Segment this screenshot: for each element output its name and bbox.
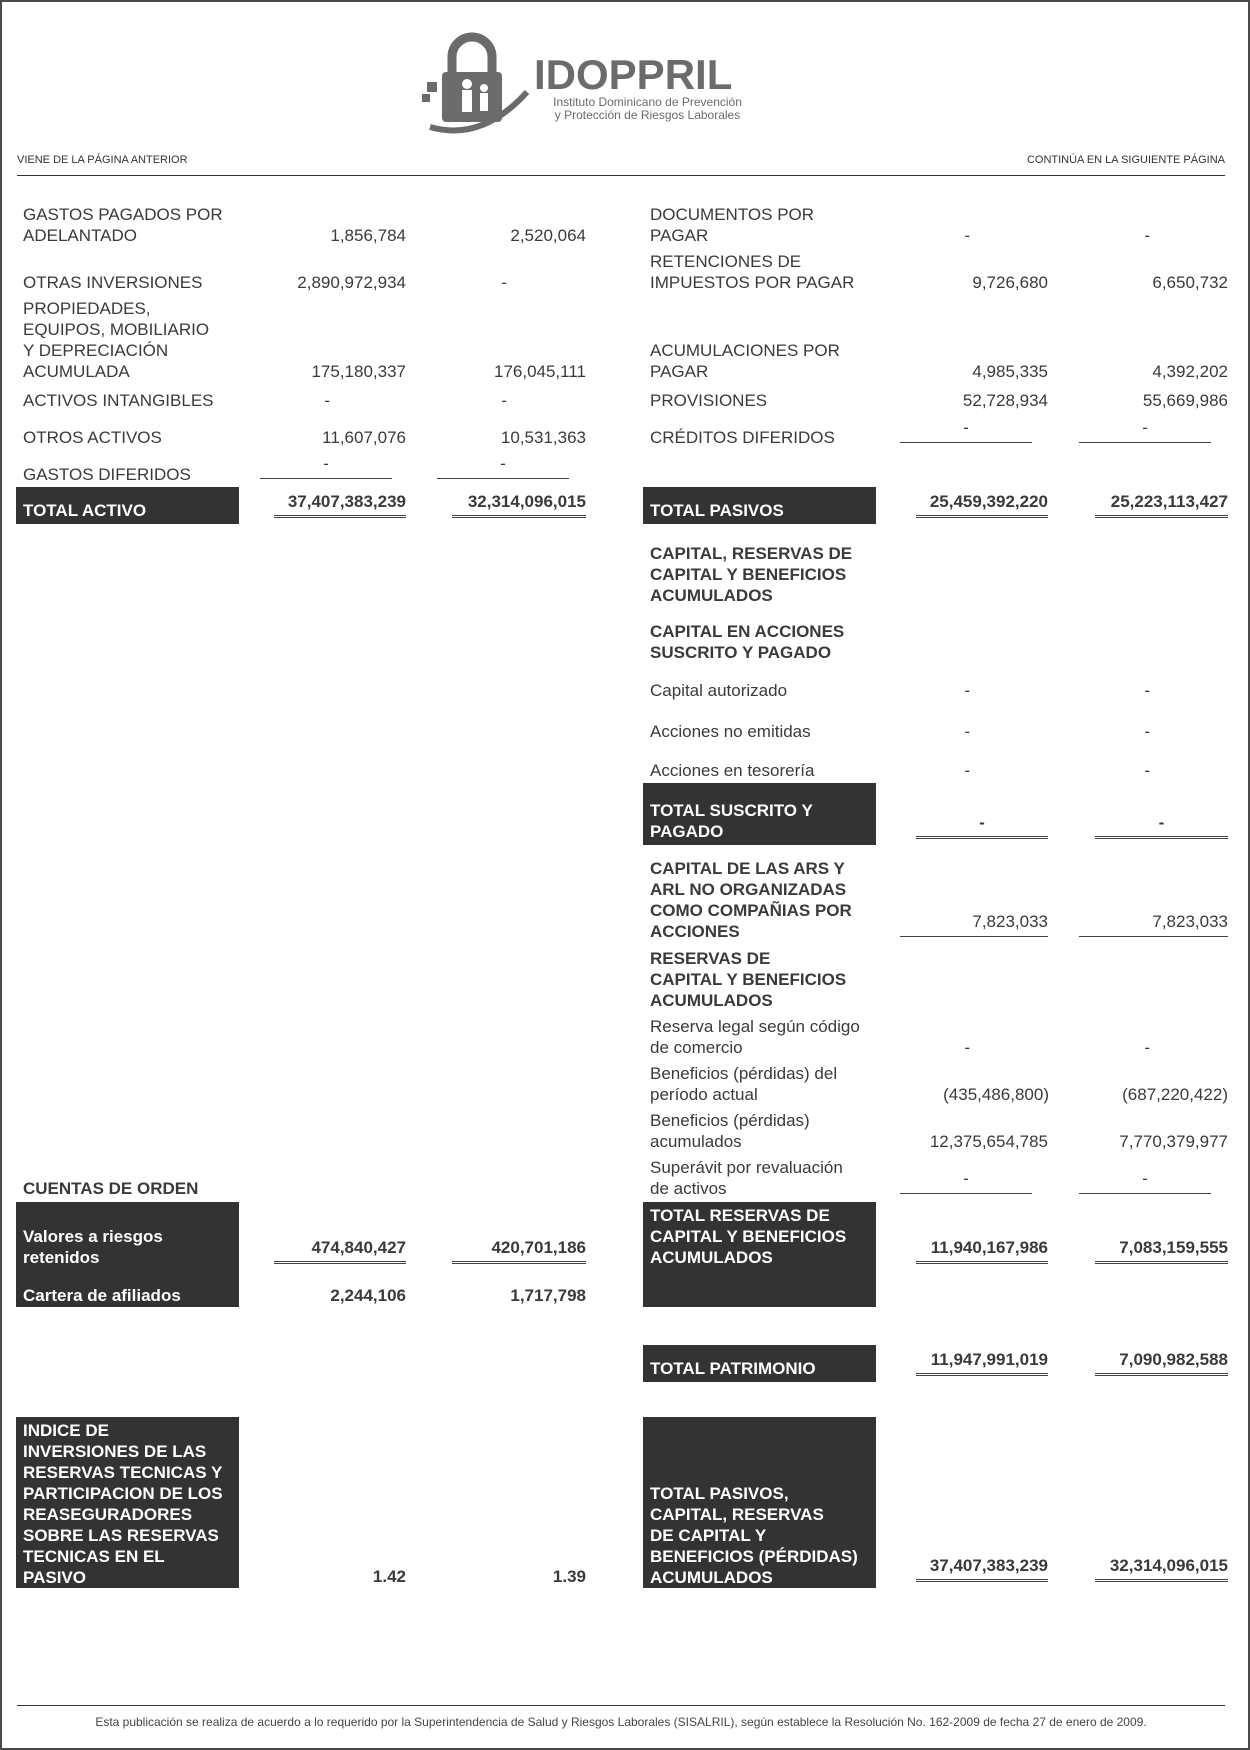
total-suscrito-value: -: [1095, 812, 1228, 839]
row-label: GASTOS PAGADOS POR ADELANTADO: [23, 205, 223, 245]
row-value: 12,375,654,785: [929, 1132, 1048, 1151]
reservas-heading: RESERVAS DE CAPITAL Y BENEFICIOS ACUMULADOS: [650, 949, 847, 1010]
row-value: 175,180,337: [311, 362, 406, 381]
left-page-note: VIENE DE LA PÁGINA ANTERIOR: [17, 154, 188, 166]
indice-box: [16, 1417, 239, 1588]
logo-subtitle-2: y Protección de Riesgos Laborales: [554, 108, 741, 122]
row-value: -: [900, 1168, 1032, 1194]
row-value: 4,985,335: [972, 362, 1048, 381]
row-label: Acciones en tesorería: [650, 761, 815, 780]
row-value: 2,520,064: [510, 226, 586, 245]
capital-acciones-heading: CAPITAL EN ACCIONES SUSCRITO Y PAGADO: [650, 622, 845, 662]
row-value: 176,045,111: [493, 362, 586, 381]
valores-value: 420,701,186: [452, 1237, 586, 1264]
total-suscrito-value: -: [916, 812, 1048, 839]
total-pasivos-value: 25,223,113,427: [1095, 491, 1228, 518]
row-value: -: [964, 761, 970, 780]
row-value: -: [324, 391, 330, 410]
total-activo-value: 37,407,383,239: [274, 491, 406, 518]
total-reservas-bar: [643, 1202, 876, 1307]
row-label: ACUMULACIONES POR PAGAR: [650, 341, 840, 381]
logo: [422, 32, 757, 137]
total-pasivos-bar: [643, 487, 876, 524]
total-suscrito-label: TOTAL SUSCRITO Y PAGADO: [650, 801, 813, 841]
total-final-value: 37,407,383,239: [916, 1555, 1048, 1582]
total-activo-label: TOTAL ACTIVO: [23, 501, 147, 520]
row-value: -: [1144, 1038, 1150, 1057]
total-suscrito-bar: [643, 783, 876, 845]
total-patrimonio-value: 11,947,991,019: [916, 1349, 1048, 1376]
row-label: OTRAS INVERSIONES: [23, 273, 203, 292]
cartera-label: Cartera de afiliados: [23, 1286, 181, 1305]
row-value: 7,770,379,977: [1119, 1132, 1228, 1151]
row-value: 55,669,986: [1142, 391, 1228, 410]
row-label: PROVISIONES: [650, 391, 768, 410]
valores-value: 474,840,427: [274, 1237, 406, 1264]
header-divider: [17, 175, 1225, 176]
row-value: -: [900, 417, 1032, 443]
footer-note: Esta publicación se realiza de acuerdo a lo requerido por la Superintendencia de Salud y Riesgos Laborales (SISALRIL), según establece la Resolución No. 162-2009 de fecha 27 de enero de 2009.: [95, 1715, 1147, 1729]
row-value: 9,726,680: [972, 273, 1048, 292]
row-value: -: [501, 391, 507, 410]
capital-ars-label: CAPITAL DE LAS ARS Y ARL NO ORGANIZADAS COMO COMPAÑIAS POR ACCIONES: [650, 859, 852, 941]
row-value: 52,728,934: [962, 391, 1048, 410]
row-value: -: [1079, 1168, 1211, 1194]
capital-heading: CAPITAL, RESERVAS DE CAPITAL Y BENEFICIOS ACUMULADOS: [650, 544, 853, 605]
total-final-value: 32,314,096,015: [1095, 1555, 1228, 1582]
total-patrimonio-bar: [643, 1345, 876, 1382]
total-pasivos-value: 25,459,392,220: [916, 491, 1048, 518]
row-value: 2,890,972,934: [297, 273, 406, 292]
valores-label: Valores a riesgos retenidos: [23, 1227, 163, 1267]
footer-divider: [17, 1705, 1225, 1706]
row-label: Superávit por revaluación de activos: [650, 1158, 843, 1198]
right-page-note: CONTINÚA EN LA SIGUIENTE PÁGINA: [1026, 154, 1225, 166]
row-value: -: [260, 453, 392, 479]
total-activo-bar: [16, 487, 239, 524]
row-value: -: [1144, 681, 1150, 700]
total-reservas-label: TOTAL RESERVAS DE CAPITAL Y BENEFICIOS ACUMULADOS: [650, 1206, 847, 1267]
row-label: Acciones no emitidas: [650, 722, 811, 741]
total-activo-value: 32,314,096,015: [452, 491, 586, 518]
row-value: -: [964, 681, 970, 700]
total-reservas-value: 7,083,159,555: [1095, 1237, 1228, 1264]
row-value: -: [964, 226, 970, 245]
row-label: CRÉDITOS DIFERIDOS: [650, 428, 835, 447]
row-value: 4,392,202: [1152, 362, 1228, 381]
row-value: -: [964, 722, 970, 741]
row-value: -: [1144, 722, 1150, 741]
row-label: OTROS ACTIVOS: [23, 428, 162, 447]
row-value: -: [437, 453, 569, 479]
logo-name: IDOPPRIL: [534, 51, 733, 98]
row-value: 10,531,363: [500, 428, 586, 447]
logo-emblem-icon: [422, 32, 532, 137]
row-value: (687,220,422): [1122, 1085, 1228, 1104]
row-label: Beneficios (pérdidas) del período actual: [650, 1064, 838, 1104]
cartera-value: 1,717,798: [510, 1286, 586, 1305]
indice-label: INDICE DE INVERSIONES DE LAS RESERVAS TECNICAS Y PARTICIPACION DE LOS REASEGURADORES SOBRE LAS RESERVAS TECNICAS EN EL PASIVO: [23, 1421, 223, 1587]
row-label: Capital autorizado: [650, 681, 788, 700]
row-value: 11,607,076: [322, 428, 406, 447]
logo-subtitle-1: Instituto Dominicano de Prevención: [553, 95, 742, 109]
indice-value: 1.42: [372, 1567, 406, 1586]
row-value: -: [964, 1038, 970, 1057]
capital-ars-value: 7,823,033: [900, 911, 1048, 937]
total-final-label: TOTAL PASIVOS, CAPITAL, RESERVAS DE CAPITAL Y BENEFICIOS (PÉRDIDAS) ACUMULADOS: [650, 1484, 858, 1587]
row-value: 1,856,784: [330, 226, 406, 245]
row-value: -: [501, 273, 507, 292]
total-pasivos-label: TOTAL PASIVOS: [650, 501, 784, 520]
total-patrimonio-label: TOTAL PATRIMONIO: [650, 1359, 816, 1378]
row-value: (435,486,800): [943, 1085, 1049, 1104]
cartera-value: 2,244,106: [330, 1286, 406, 1305]
row-label: RETENCIONES DE IMPUESTOS POR PAGAR: [650, 252, 855, 292]
row-label: ACTIVOS INTANGIBLES: [23, 391, 214, 410]
row-value: -: [1079, 417, 1211, 443]
total-final-box: [643, 1417, 876, 1588]
row-label: GASTOS DIFERIDOS: [23, 465, 191, 484]
row-label: Beneficios (pérdidas) acumulados: [650, 1111, 810, 1151]
indice-value: 1.39: [552, 1567, 586, 1586]
row-label: Reserva legal según código de comercio: [650, 1017, 860, 1057]
row-value: -: [1144, 761, 1150, 780]
row-label: DOCUMENTOS POR PAGAR: [650, 205, 815, 245]
row-value: 6,650,732: [1152, 273, 1228, 292]
cuentas-orden-box: [16, 1202, 239, 1307]
total-patrimonio-value: 7,090,982,588: [1095, 1349, 1228, 1376]
cuentas-orden-heading: CUENTAS DE ORDEN: [23, 1179, 199, 1198]
row-label: PROPIEDADES, EQUIPOS, MOBILIARIO Y DEPRECIACIÓN ACUMULADA: [23, 299, 210, 381]
capital-ars-value: 7,823,033: [1079, 911, 1228, 937]
total-reservas-value: 11,940,167,986: [916, 1237, 1048, 1264]
row-value: -: [1144, 226, 1150, 245]
